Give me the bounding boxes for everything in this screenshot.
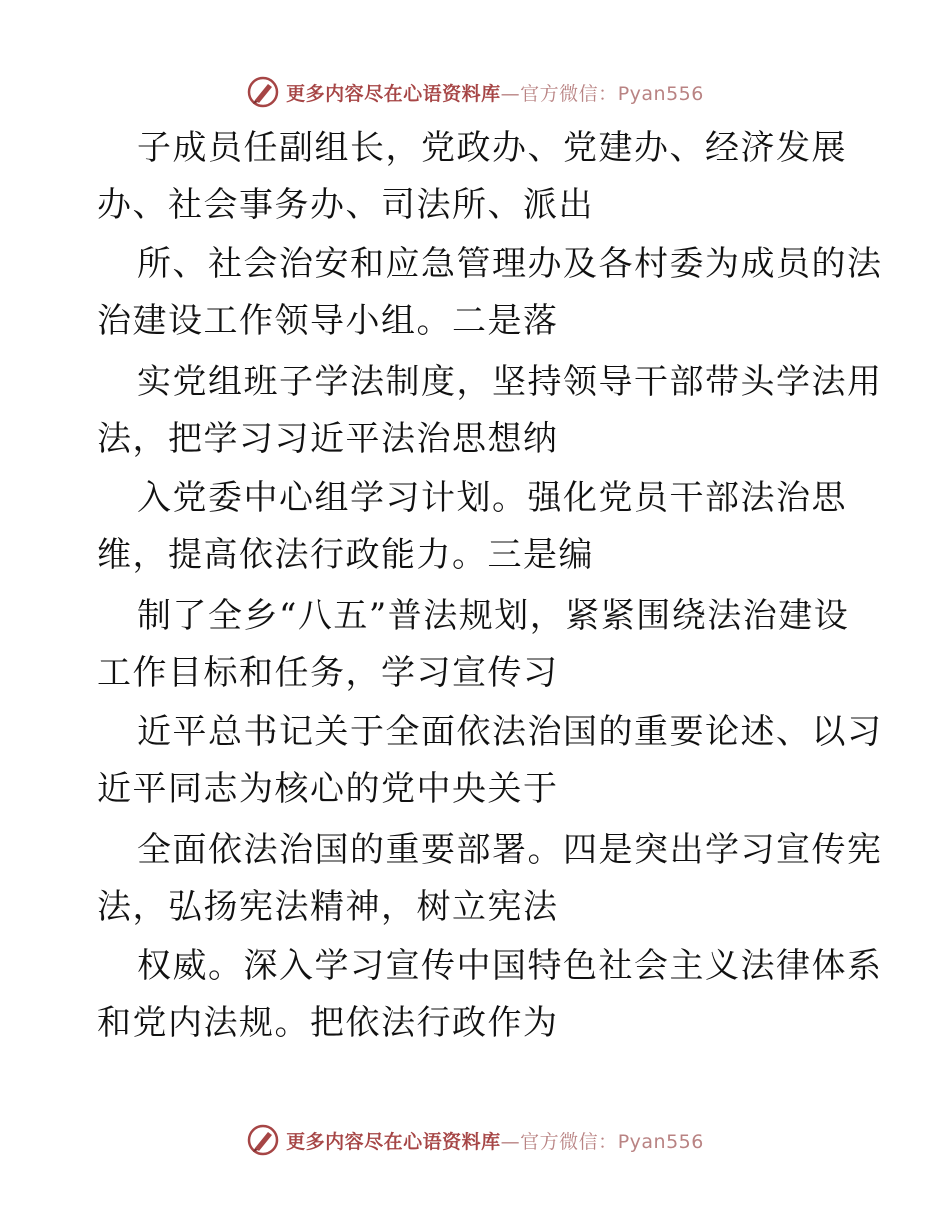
text-line: 维，提高依法行政能力。三是编 [97, 535, 594, 575]
footer-watermark [0, 1120, 950, 1160]
text-line: 和党内法规。把依法行政作为 [97, 1003, 559, 1043]
watermark-text [286, 1127, 704, 1154]
watermark-wechat-label: 官方微信： [520, 82, 618, 105]
text-line: 法，弘扬宪法精神，树立宪法 [97, 887, 559, 927]
watermark-separator: — [500, 1130, 521, 1153]
text-line: 法，把学习习近平法治思想纳 [97, 419, 559, 459]
text-line: 子成员任副组长，党政办、党建办、经济发展 [137, 128, 847, 168]
pen-logo-icon [246, 75, 280, 109]
text-line: 所、社会治安和应急管理办及各村委为成员的法 [137, 244, 883, 284]
text-line: 入党委中心组学习计划。强化党员干部法治思 [137, 478, 847, 518]
text-line: 权威。深入学习宣传中国特色社会主义法律体系 [137, 946, 883, 986]
watermark-separator: — [500, 82, 521, 105]
watermark-group [246, 1123, 704, 1157]
text-line: 制了全乡“八五”普法规划，紧紧围绕法治建设 [137, 596, 850, 636]
text-line: 工作目标和任务，学习宣传习 [97, 653, 559, 693]
text-line: 治建设工作领导小组。二是落 [97, 301, 559, 341]
watermark-wechat-id: Pyan556 [617, 82, 704, 105]
watermark-wechat-id: Pyan556 [617, 1130, 704, 1153]
text-line: 实党组班子学法制度，坚持领导干部带头学法用 [137, 362, 883, 402]
pen-logo-icon [246, 1123, 280, 1157]
watermark-brand: 更多内容尽在心语资料库 [286, 1130, 501, 1153]
text-line: 近平同志为核心的党中央关于 [97, 769, 559, 809]
text-line: 近平总书记关于全面依法治国的重要论述、以习 [137, 712, 883, 752]
watermark-wechat-label: 官方微信： [520, 1130, 618, 1153]
text-line: 办、社会事务办、司法所、派出 [97, 185, 594, 225]
watermark-group [246, 75, 704, 109]
watermark-brand: 更多内容尽在心语资料库 [286, 82, 501, 105]
header-watermark [0, 72, 950, 112]
watermark-text [286, 79, 704, 106]
text-line: 全面依法治国的重要部署。四是突出学习宣传宪 [137, 830, 883, 870]
